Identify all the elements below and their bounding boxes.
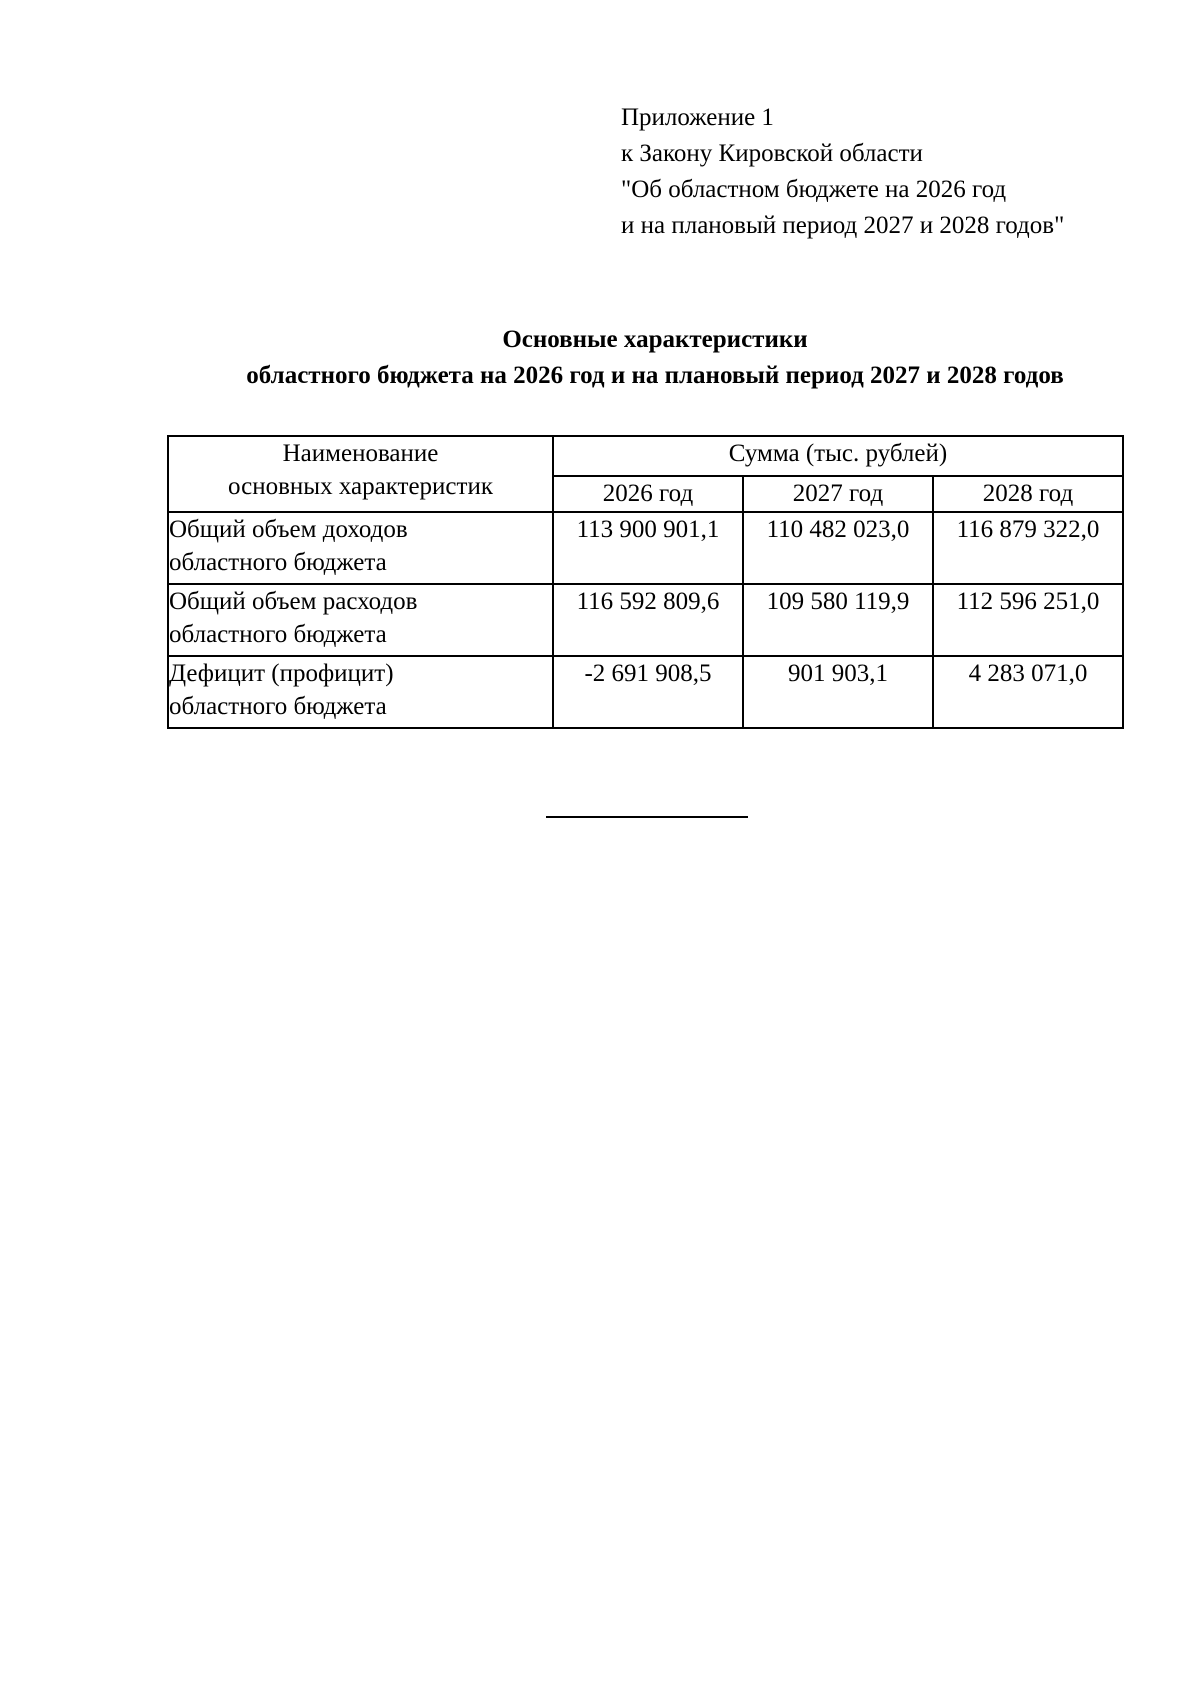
value-cell: 113 900 901,1: [553, 512, 743, 584]
appendix-line: Приложение 1: [621, 104, 774, 131]
row-name-line: областного бюджета: [169, 693, 387, 720]
budget-table: [167, 435, 1124, 729]
table-row: [168, 512, 1123, 584]
value-cell: 112 596 251,0: [933, 584, 1123, 656]
appendix-line: и на плановый период 2027 и 2028 годов": [621, 212, 1065, 239]
header-year-cell: 2028 год: [933, 476, 1123, 512]
table-header-row: [168, 436, 1123, 476]
value-cell: 116 592 809,6: [553, 584, 743, 656]
value-cell: 110 482 023,0: [743, 512, 933, 584]
value-cell: -2 691 908,5: [553, 656, 743, 728]
closing-rule: [546, 816, 748, 818]
header-name-cell: [168, 436, 553, 512]
row-name-cell: [168, 656, 553, 728]
row-name-line: Общий объем доходов: [169, 516, 408, 543]
row-name-line: областного бюджета: [169, 621, 387, 648]
row-name-line: областного бюджета: [169, 549, 387, 576]
appendix-line: "Об областном бюджете на 2026 год: [621, 176, 1007, 203]
title-line: Основные характеристики: [502, 326, 808, 353]
appendix-line: к Закону Кировской области: [621, 140, 923, 167]
appendix-heading: [621, 100, 1064, 244]
header-year-cell: 2027 год: [743, 476, 933, 512]
value-cell: 901 903,1: [743, 656, 933, 728]
header-name-line: основных характеристик: [228, 473, 493, 500]
header-name-line: Наименование: [282, 440, 439, 467]
value-cell: 109 580 119,9: [743, 584, 933, 656]
table-row: [168, 584, 1123, 656]
row-name-cell: [168, 512, 553, 584]
title-line: областного бюджета на 2026 год и на плановый период 2027 и 2028 годов: [246, 362, 1064, 389]
document-title: [160, 322, 1150, 394]
value-cell: 116 879 322,0: [933, 512, 1123, 584]
row-name-cell: [168, 584, 553, 656]
header-sum-cell: Сумма (тыс. рублей): [553, 436, 1123, 476]
value-cell: 4 283 071,0: [933, 656, 1123, 728]
table-row: [168, 656, 1123, 728]
row-name-line: Дефицит (профицит): [169, 660, 394, 687]
row-name-line: Общий объем расходов: [169, 588, 418, 615]
header-year-cell: 2026 год: [553, 476, 743, 512]
